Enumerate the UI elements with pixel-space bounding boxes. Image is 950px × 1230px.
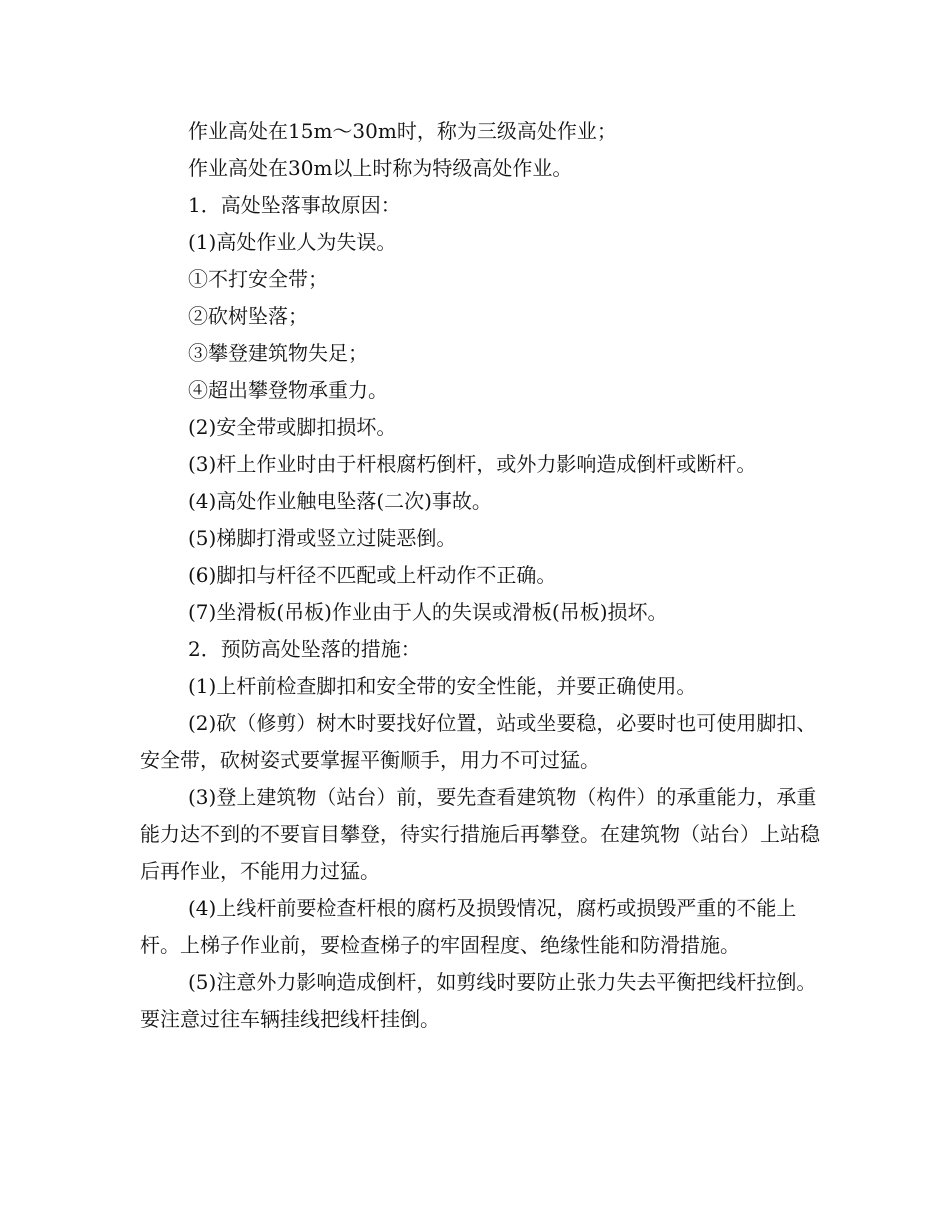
paragraph-20: (5)注意外力影响造成倒杆，如剪线时要防止张力失去平衡把线杆拉倒。要注意过往车辆挂线把线杆挂倒。 — [140, 970, 817, 1031]
list-item-1: ①不打安全带； — [188, 267, 328, 291]
paragraph-12: (5)梯脚打滑或竖立过陡恶倒。 — [188, 526, 457, 550]
paragraph-13: (6)脚扣与杆径不匹配或上杆动作不正确。 — [188, 563, 557, 587]
paragraph-19: (4)上线杆前要检查杆根的腐朽及损毁情况，腐朽或损毁严重的不能上杆。上梯子作业前，要检查梯子的牢固程度、绝缘性能和防滑措施。 — [140, 896, 797, 957]
paragraph-9: (2)安全带或脚扣损坏。 — [188, 415, 397, 439]
paragraph-17: (2)砍（修剪）树木时要找好位置，站或坐要稳，必要时也可使用脚扣、安全带，砍树姿式要掌握平衡顺手，用力不可过猛。 — [140, 711, 817, 772]
list-item-3: ③攀登建筑物失足； — [188, 341, 368, 365]
paragraph-1: 作业高处在15m～30m时，称为三级高处作业； — [188, 119, 617, 143]
paragraph-4: (1)高处作业人为失误。 — [188, 230, 397, 254]
paragraph-2: 作业高处在30m以上时称为特级高处作业。 — [188, 156, 573, 180]
section-heading-2: 2．预防高处坠落的措施： — [188, 637, 421, 661]
paragraph-11: (4)高处作业触电坠落(二次)事故。 — [188, 489, 492, 513]
list-item-2: ②砍树坠落； — [188, 304, 308, 328]
section-heading-1: 1．高处坠落事故原因： — [188, 193, 401, 217]
paragraph-18: (3)登上建筑物（站台）前，要先查看建筑物（构件）的承重能力，承重能力达不到的不要盲目攀登，待实行措施后再攀登。在建筑物（站台）上站稳后再作业，不能用力过猛。 — [140, 785, 820, 883]
paragraph-10: (3)杆上作业时由于杆根腐朽倒杆，或外力影响造成倒杆或断杆。 — [188, 452, 757, 476]
paragraph-16: (1)上杆前检查脚扣和安全带的安全性能，并要正确使用。 — [188, 674, 697, 698]
paragraph-14: (7)坐滑板(吊板)作业由于人的失误或滑板(吊板)损坏。 — [188, 600, 668, 624]
list-item-4: ④超出攀登物承重力。 — [188, 378, 388, 402]
